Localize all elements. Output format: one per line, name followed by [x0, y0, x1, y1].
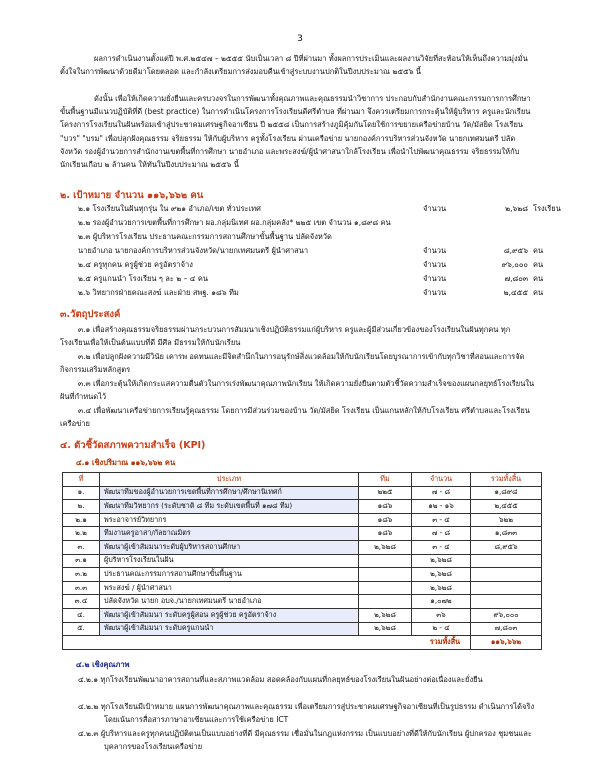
cell-team — [359, 581, 412, 595]
cell-team — [359, 595, 412, 609]
table-row — [63, 554, 542, 568]
col-header-no: ที่ — [63, 473, 100, 487]
target-unit: คน — [533, 246, 544, 255]
target-value: ๗,๘๐๓ — [504, 274, 528, 283]
target-row — [78, 273, 544, 286]
cell-total: ๘,๙๕๖ — [471, 540, 542, 554]
target-row — [78, 245, 544, 258]
cell-type: พระอาจารย์วิทยากร — [100, 513, 359, 527]
target-label: ๒.๔ ครูทุกคน ครูผู้ช่วย ครูอัตราจ้าง — [78, 260, 193, 269]
target-value: ๘,๙๕๖ — [503, 246, 528, 255]
table-row — [63, 581, 542, 595]
cell-count: ๒,๖๒๘ — [412, 554, 471, 568]
quality-4-2-2: ๔.๒.๒ ทุกโรงเรียนมีเป้าหมาย แผนการพัฒนาคุณภาพและคุณธรรม เพื่อเตรียมการสู่ประชาคมเศรษฐกิจอาเซียนที่เป็นรูปธรรม ดำเนินการได้จริง โดยเน้นการสื่อสารภาษาอาเซียนและการใช้เครือข่าย ICT — [78, 702, 535, 725]
table-sum-row — [63, 636, 542, 650]
page-number: 3 — [297, 34, 303, 44]
sum-value: ๑๑๖,๖๖๒ — [471, 636, 542, 650]
cell-team: ๒,๖๒๘ — [359, 608, 412, 622]
col-header-type: ประเภท — [100, 473, 359, 487]
cell-team: ๑๘๖ — [359, 500, 412, 514]
table-row — [63, 568, 542, 582]
target-unit: คน — [533, 260, 544, 269]
cell-count: ๓ - ๔ — [412, 540, 471, 554]
cell-no: ๓.๓ — [63, 581, 100, 595]
col-header-count: จำนวน — [412, 473, 471, 487]
sum-label: รวมทั้งสิ้น — [63, 636, 471, 650]
cell-count: ๒,๖๒๘ — [412, 581, 471, 595]
table-row — [63, 595, 542, 609]
cell-type: ปลัดจังหวัด นายก อบจ./นายกเทศมนตรี นายอำเภอ — [100, 595, 359, 609]
cell-no: ๒. — [63, 500, 100, 514]
objective-3-3: ๓.๓ เพื่อกระตุ้นให้เกิดกระแสความตื่นตัวในการเร่งพัฒนาคุณภาพนักเรียน ให้เกิดความยั่งยืนตามตัวชี้วัดความสำเร็จของแผนกลยุทธ์โรงเรียนในฝันที่กำหนดไว้ — [60, 379, 535, 402]
cell-type: พัฒนาทีมของผู้อำนวยการเขตพื้นที่การศึกษา/ศึกษานิเทศก์ — [100, 486, 359, 500]
section-4-title: ๔. ตัวชี้วัดสภาพความสำเร็จ (KPI) — [60, 440, 206, 451]
cell-total: ๒,๔๕๕ — [471, 500, 542, 514]
target-unit: คน — [533, 288, 544, 297]
target-value: ๙๖,๐๐๐ — [501, 260, 528, 269]
target-row — [78, 203, 561, 216]
cell-no: ๑. — [63, 486, 100, 500]
target-amount-word: จำนวน — [423, 260, 447, 269]
table-row — [63, 540, 542, 554]
target-row — [78, 217, 538, 230]
table-row — [63, 500, 542, 514]
table-row — [63, 622, 542, 636]
target-amount-word: จำนวน — [423, 246, 447, 255]
kpi-quality-heading: ๔.๒ เชิงคุณภาพ — [76, 660, 130, 669]
cell-no: ๕. — [63, 622, 100, 636]
intro-paragraph-2: ดังนั้น เพื่อให้เกิดความยั่งยืนและครบวงจรในการพัฒนาทั้งคุณภาพและคุณธรรมนำวิชาการ ประกอบกับสำนักงานคณะกรรมการการศึกษาขั้นพื้นฐานมีแนวปฏิบัติที่ดี (best practice) ในการดำเนินโครงการโรงเรียนดีศรีตำบล ที่ผ่านมา จึงควรเตรียมการกระตุ้นให้ผู้บริหาร ครูและนักเรียน โครงการโรงเรียนในฝันพร้อมเข้าสู่ประชาคมเศรษฐกิจอาเซียน ปี ๒๕๕๘ เป็นการสร้างภูมิคุ้มกันโดยใช้การขยายเครือข่ายบ้าน วัด/มัสยิด โรงเรียน "บวร" "บรม" เพื่อปลุกฝังคุณธรรม จริยธรรม ให้กับผู้บริหาร ครูทั้งโรงเรียน ผ่านเครือข่าย นายกองค์การบริหารส่วนจังหวัด นายกเทศมนตรี ปลัดจังหวัด รองผู้อำนวยการสำนักงานเขตพื้นที่การศึกษา นายอำเภอ และพระสงฆ์/ผู้นำศาสนาใกล้โรงเรียน เพื่อนำไปพัฒนาคุณธรรม จริยธรรมให้กับนักเรียนเกือบ ๒ ล้านคน ให้ทันในปีงบประมาณ ๒๕๕๖ นี้ — [60, 94, 531, 170]
target-row — [78, 231, 538, 244]
kpi-table — [62, 472, 542, 650]
cell-total — [471, 595, 542, 609]
cell-count: ๓ - ๔ — [412, 513, 471, 527]
cell-total — [471, 581, 542, 595]
cell-total: ๙๖,๐๐๐ — [471, 608, 542, 622]
cell-count: ๗ - ๘ — [412, 486, 471, 500]
cell-team: ๑๘๖ — [359, 513, 412, 527]
cell-team: ๑๘๖ — [359, 527, 412, 541]
cell-no: ๓. — [63, 540, 100, 554]
cell-total: ๗,๘๐๓ — [471, 622, 542, 636]
intro-paragraph-1: ผลการดำเนินงานตั้งแต่ปี พ.ศ.๒๕๔๗ – ๒๕๕๕ นับเป็นเวลา ๘ ปีที่ผ่านมา ทั้งผลการประเมินและผลงานวิจัยที่สะท้อนให้เห็นถึงความมุ่งมั่นตั้งใจในการพัฒนาด้วยดีมาโดยตลอด และกำลังเตรียมการส่งมอบคืนเข้าสู่ระบบงานปกติในปีงบประมาณ ๒๕๕๖ นี้ — [60, 54, 528, 77]
table-row — [63, 527, 542, 541]
cell-team: ๒๒๕ — [359, 486, 412, 500]
cell-no: ๒.๑ — [63, 513, 100, 527]
target-unit: โรงเรียน — [533, 204, 561, 213]
cell-count: ๒ - ๔ — [412, 622, 471, 636]
section-3-title: ๓.วัตถุประสงค์ — [60, 309, 121, 320]
table-row — [63, 608, 542, 622]
target-label: ๒.๓ ผู้บริหารโรงเรียน ประธานคณะกรรมการสถานศึกษาขั้นพื้นฐาน ปลัดจังหวัด — [78, 232, 332, 241]
cell-no: ๒.๒ — [63, 527, 100, 541]
target-row — [78, 259, 544, 272]
cell-no: ๓.๔ — [63, 595, 100, 609]
cell-total — [471, 568, 542, 582]
cell-count: ๑๒ - ๑๖ — [412, 500, 471, 514]
cell-no: ๔. — [63, 608, 100, 622]
kpi-header-row — [63, 473, 542, 487]
cell-count: ๗ - ๘ — [412, 527, 471, 541]
cell-type: พระสงฆ์ / ผู้นำศาสนา — [100, 581, 359, 595]
cell-count: ๑,๐๗๒ — [412, 595, 471, 609]
target-label: ๒.๕ ครูแกนนำ โรงเรียน ๆ ละ ๒ – ๔ คน — [78, 274, 208, 283]
target-unit: คน — [533, 274, 544, 283]
cell-type: ผู้บริหารโรงเรียนในฝัน — [100, 554, 359, 568]
table-row — [63, 486, 542, 500]
section-2-title: ๒. เป้าหมาย จำนวน ๑๑๖,๖๖๒ คน — [60, 190, 204, 201]
col-header-team: ทีม — [359, 473, 412, 487]
col-header-total: รวมทั้งสิ้น — [471, 473, 542, 487]
target-label: นายอำเภอ นายกองค์การบริหารส่วนจังหวัด/นายกเทศมนตรี ผู้นำศาสนา — [78, 246, 309, 255]
objective-3-2: ๓.๒ เพื่อปลูกฝังความมีวินัย เคารพ อดทนและมีจิตสำนึกในการอนุรักษ์สิ่งแวดล้อมให้กับนักเรียนโดยบูรณาการเข้ากับทุกวิชาที่สอนและการจัดกิจกรรมเสริมหลักสูตร — [60, 352, 525, 375]
cell-type: พัฒนาผู้เข้าสัมมนา ระดับครูแกนนำ — [100, 622, 359, 636]
table-row — [63, 513, 542, 527]
cell-total: ๑,๘๙๘ — [471, 486, 542, 500]
target-row — [78, 287, 544, 300]
objective-3-1: ๓.๑ เพื่อสร้างคุณธรรมจริยธรรมผ่านกระบวนการสัมมนาเชิงปฏิบัติธรรมแก่ผู้บริหาร ครูและผู้มีส่วนเกี่ยวข้องของโรงเรียนในฝันทุกคน ทุกโรงเรียนเพื่อให้เป็นต้นแบบที่ดี มีศีล มีธรรมให้กับนักเรียน — [60, 325, 511, 348]
cell-total — [471, 554, 542, 568]
cell-team — [359, 554, 412, 568]
cell-total: ๑,๘๓๓ — [471, 527, 542, 541]
kpi-quantity-heading: ๔.๑ เชิงปริมาณ ๑๑๖,๖๖๒ คน — [76, 458, 176, 467]
target-label: ๒.๖ วิทยากรฝ่ายคณะสงฆ์ และฝ่าย สพฐ. ๑๘๖ ทีม — [78, 288, 239, 297]
objective-3-4: ๓.๔ เพื่อพัฒนาเครือข่ายการเรียนรู้คุณธรรม โดยการมีส่วนร่วมของบ้าน วัด/มัสยิด โรงเรียน เป็นแกนหลักให้กับโรงเรียน ศรีตำบลและโรงเรียนเครือข่าย — [60, 406, 530, 429]
target-value: ๒,๖๒๘ — [505, 204, 528, 213]
cell-type: พัฒนาผู้เข้าสัมมนา ระดับครูผู้สอน ครูผู้ช่วย ครูอัตราจ้าง — [100, 608, 359, 622]
cell-team: ๒,๖๒๘ — [359, 540, 412, 554]
cell-total: ๖๒๒ — [471, 513, 542, 527]
cell-team — [359, 568, 412, 582]
quality-4-2-1: ๔.๒.๑ ทุกโรงเรียนพัฒนาอาคารสถานที่และสภาพแวดล้อม สอดคล้องกับแผนที่กลยุทธ์ของโรงเรียนในฝันอย่างต่อเนื่องและยั่งยืน — [78, 675, 483, 684]
target-amount-word: จำนวน — [423, 288, 447, 297]
cell-count: ๒,๖๒๘ — [412, 568, 471, 582]
cell-no: ๓.๒ — [63, 568, 100, 582]
quality-4-2-3: ๔.๒.๓ ผู้บริหารและครูทุกคนปฏิบัติตนเป็นแบบอย่างที่ดี มีคุณธรรม เชื่อมั่นในกฎแห่งกรรม เป็นแบบอย่างที่ดีให้กับนักเรียน ผู้ปกครอง ชุมชนและบุคลากรของโรงเรียนเครือข่าย — [78, 729, 532, 752]
target-label: ๒.๑ โรงเรียนในฝันทุกรุ่น ใน ๙๒๑ อำเภอ/เขต ทั่วประเทศ — [78, 204, 261, 213]
cell-type: พัฒนาทีมวิทยากร (ระดับชาติ ๘ ทีม ระดับเขตพื้นที่ ๑๗๘ ทีม) — [100, 500, 359, 514]
target-label: ๒.๒ รองผู้อำนวยการเขตพื้นที่การศึกษา ผอ.กลุ่มนิเทศ ผอ.กลุ่มคลัง* ๒๒๕ เขต จำนวน ๑,๘๙๘ คน — [78, 218, 391, 227]
target-amount-word: จำนวน — [423, 204, 447, 213]
target-amount-word: จำนวน — [423, 274, 447, 283]
cell-type: พัฒนาผู้เข้าสัมมนาระดับผู้บริหารสถานศึกษา — [100, 540, 359, 554]
cell-count: ๓๖ — [412, 608, 471, 622]
cell-team: ๒,๖๒๘ — [359, 622, 412, 636]
target-value: ๒,๔๕๕ — [503, 288, 528, 297]
cell-type: ประธานคณะกรรมการสถานศึกษาขั้นพื้นฐาน — [100, 568, 359, 582]
cell-no: ๓.๑ — [63, 554, 100, 568]
cell-type: ทีมงานครูอาสา/กัลยาณมิตร — [100, 527, 359, 541]
